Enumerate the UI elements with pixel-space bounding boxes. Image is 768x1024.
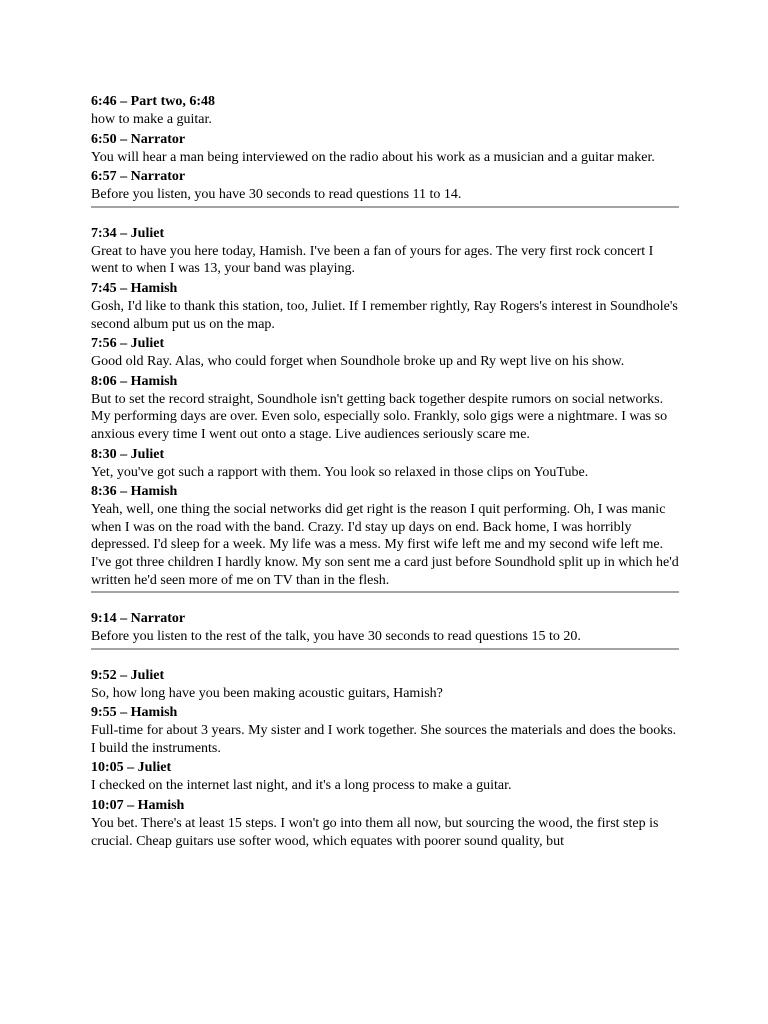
entry-text: I checked on the internet last night, and it's a long process to make a guitar. <box>91 778 512 794</box>
entry-text: how to make a guitar. <box>91 112 212 127</box>
entry-text: Yet, you've got such a rapport with them. You look so relaxed in those clips on YouTube. <box>91 464 589 480</box>
section-divider <box>91 206 679 208</box>
transcript-entry <box>91 759 679 795</box>
entry-text: Yeah, well, one thing the social networks did get right is the reason I quit performing. Oh, I was manic when I was on the road with the band. Crazy. I'd stay up days on end. Back home, I was horribly depressed. I'd sleep for a week. My life was a mess. My first wife left me and my second wife left me. I've got three children I hardly know. My son sent me a card just before Soundhold split up in which he'd written he'd seen more of me on TV than in the flesh. <box>91 502 679 588</box>
transcript-page <box>91 93 679 852</box>
entry-text: You will hear a man being interviewed on the radio about his work as a musician and a guitar maker. <box>91 149 655 165</box>
transcript-entry <box>91 797 679 850</box>
entry-text: Great to have you here today, Hamish. I've been a fan of yours for ages. The very first rock concert I went to when I was 13, your band was playing. <box>91 243 654 277</box>
transcript-entry <box>91 667 679 703</box>
transcript-entry <box>91 131 679 167</box>
entry-text: Full-time for about 3 years. My sister and I work together. She sources the materials and does the books. I build the instruments. <box>91 723 677 756</box>
entry-timestamp-speaker: 8:36 – Hamish <box>91 484 178 500</box>
transcript-entry <box>91 704 679 757</box>
entry-text: But to set the record straight, Soundhole isn't getting back together despite rumors on social networks. My performing days are over. Even solo, especially solo. Frankly, solo gigs were a nightmare. I was so anxious every time I went out onto a stage. Live audiences seriously scare me. <box>91 391 668 442</box>
transcript-entry <box>91 483 679 589</box>
entry-timestamp-speaker: 6:50 – Narrator <box>91 131 186 147</box>
transcript-entry <box>91 280 679 333</box>
transcript-entry <box>91 168 679 204</box>
entry-timestamp-speaker: 7:56 – Juliet <box>91 336 165 352</box>
entry-timestamp-speaker: 6:57 – Narrator <box>91 169 186 185</box>
transcript-entry <box>91 225 679 278</box>
entry-timestamp-speaker: 6:46 – Part two, 6:48 <box>91 94 216 109</box>
entry-timestamp-speaker: 9:55 – Hamish <box>91 705 178 721</box>
section-divider <box>91 591 679 593</box>
transcript-section <box>91 225 679 589</box>
entry-timestamp-speaker: 10:07 – Hamish <box>91 798 185 814</box>
entry-timestamp-speaker: 9:14 – Narrator <box>91 611 186 627</box>
section-divider <box>91 648 679 650</box>
entry-text: Gosh, I'd like to thank this station, too, Juliet. If I remember rightly, Ray Rogers's interest in Soundhole's second album put us on the map. <box>91 298 678 332</box>
transcript-section <box>91 93 679 204</box>
transcript-entry <box>91 446 679 482</box>
entry-text: Good old Ray. Alas, who could forget when Soundhole broke up and Ry wept live on his show. <box>91 354 625 370</box>
entry-text: Before you listen, you have 30 seconds to read questions 11 to 14. <box>91 187 462 203</box>
entry-text: Before you listen to the rest of the talk, you have 30 seconds to read questions 15 to 20. <box>91 629 581 645</box>
transcript-entry <box>91 610 679 646</box>
transcript-section <box>91 667 679 851</box>
entry-timestamp-speaker: 10:05 – Juliet <box>91 760 172 776</box>
transcript-entry <box>91 335 679 371</box>
entry-timestamp-speaker: 8:06 – Hamish <box>91 373 178 389</box>
entry-timestamp-speaker: 9:52 – Juliet <box>91 667 165 683</box>
entry-text: You bet. There's at least 15 steps. I won't go into them all now, but sourcing the wood, the first step is crucial. Cheap guitars use softer wood, which equates with poorer sound quality, but <box>91 816 659 849</box>
transcript-entry <box>91 93 679 129</box>
entry-text: So, how long have you been making acoustic guitars, Hamish? <box>91 685 443 701</box>
transcript-section <box>91 610 679 646</box>
entry-timestamp-speaker: 8:30 – Juliet <box>91 446 165 462</box>
entry-timestamp-speaker: 7:34 – Juliet <box>91 225 165 241</box>
transcript-entry <box>91 373 679 444</box>
entry-timestamp-speaker: 7:45 – Hamish <box>91 280 178 296</box>
